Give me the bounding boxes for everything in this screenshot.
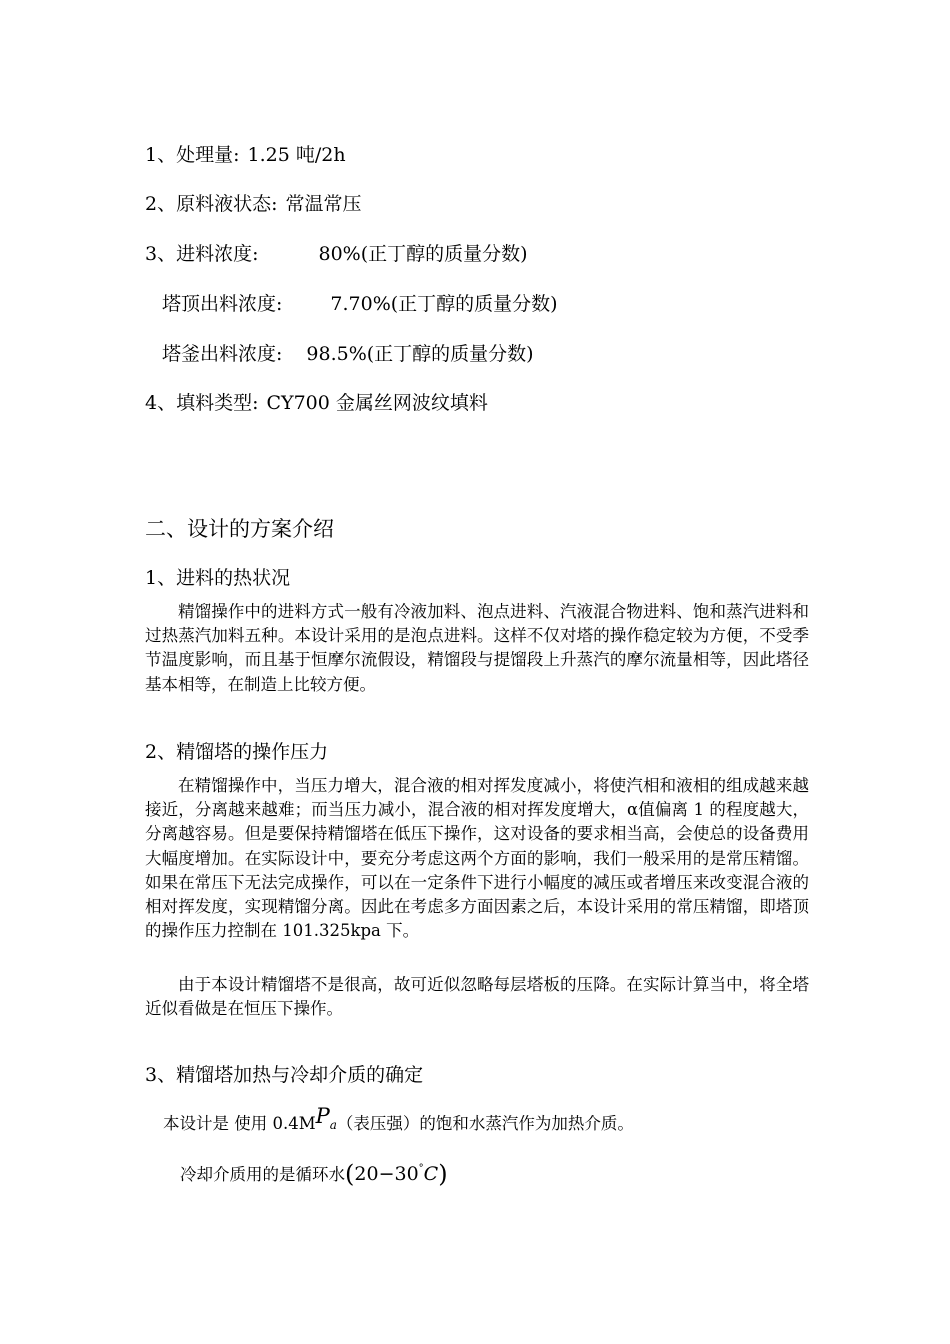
spec-throughput [145, 140, 346, 167]
paragraph-pressure-1: 在精馏操作中，当压力增大，混合液的相对挥发度减小，将使汽相和液相的组成越来越接近，分离越来越难；而当压力减小，混合液的相对挥发度增大，α值偏离 1 的程度越大，分离越容易。但是要保持精馏塔在低压下操作，这对设备的要求相当高，会使总的设备费用大幅度增加。在实际设计中，要充分考虑这两个方面的影响，我们一般采用的是常压精馏。如果在常压下无法完成操作，可以在一定条件下进行小幅度的减压或者增压来改变混合液的相对挥发度，实现精馏分离。因此在考虑多方面因素之后，本设计采用的常压精馏，即塔顶的操作压力控制在 101.325kpa 下。 [145, 776, 809, 941]
cooling-medium-line [180, 1158, 448, 1186]
heating-medium-line [163, 1104, 634, 1134]
pressure-symbol-a: a [329, 1118, 337, 1132]
paragraph-feed: 精馏操作中的进料方式一般有冷液加料、泡点进料、汽液混合物进料、饱和蒸汽进料和过热蒸汽加料五种。本设计采用的是泡点进料。这样不仅对塔的操作稳定较为方便，不受季节温度影响，而且基于恒摩尔流假设，精馏段与提馏段上升蒸汽的摩尔流量相等，因此塔径基本相等，在制造上比较方便。 [145, 602, 809, 694]
spec-label: 塔顶出料浓度: [162, 293, 283, 315]
spec-top-concentration [162, 289, 558, 316]
spec-value: 7.70%(正丁醇的质量分数) [330, 293, 558, 315]
paren-open: ( [345, 1160, 355, 1188]
section-title: 二、设计的方案介绍 [145, 517, 334, 541]
subsection-title-media: 3、精馏塔加热与冷却介质的确定 [145, 1064, 424, 1086]
spec-value: 1.25 吨/2h [247, 144, 346, 166]
spec-value: CY700 金属丝网波纹填料 [266, 392, 488, 414]
temp-minus: − [378, 1163, 395, 1185]
heating-suffix: （表压强）的饱和水蒸汽作为加热介质。 [336, 1114, 634, 1133]
spec-bottom-concentration [162, 339, 534, 366]
spec-label: 2、原料液状态: [145, 193, 278, 215]
spec-packing-type [145, 388, 488, 415]
cooling-prefix: 冷却介质用的是循环水 [180, 1165, 345, 1184]
paren-close: ) [438, 1160, 448, 1188]
temp-low: 20 [354, 1163, 379, 1185]
subsection-title-pressure: 2、精馏塔的操作压力 [145, 741, 329, 763]
paragraph-pressure-2: 由于本设计精馏塔不是很高，故可近似忽略每层塔板的压降。在实际计算当中，将全塔近似看做是在恒压下操作。 [145, 975, 809, 1019]
spec-label: 塔釜出料浓度: [162, 343, 283, 365]
spec-feed-concentration [145, 239, 528, 266]
spec-feed-state [145, 189, 362, 216]
pressure-symbol-p: P [315, 1104, 330, 1128]
spec-label: 3、进料浓度: [145, 243, 259, 265]
spec-value: 常温常压 [285, 193, 362, 215]
degree-symbol: ° [418, 1163, 424, 1174]
spec-value: 98.5%(正丁醇的质量分数) [306, 343, 534, 365]
temp-unit: C [423, 1163, 439, 1185]
spec-value: 80%(正丁醇的质量分数) [318, 243, 528, 265]
heating-prefix: 本设计是 使用 0.4M [163, 1114, 316, 1133]
subsection-title-feed: 1、进料的热状况 [145, 567, 291, 589]
spec-label: 1、处理量: [145, 144, 240, 166]
spec-label: 4、填料类型: [145, 392, 259, 414]
temp-high: 30 [394, 1163, 419, 1185]
